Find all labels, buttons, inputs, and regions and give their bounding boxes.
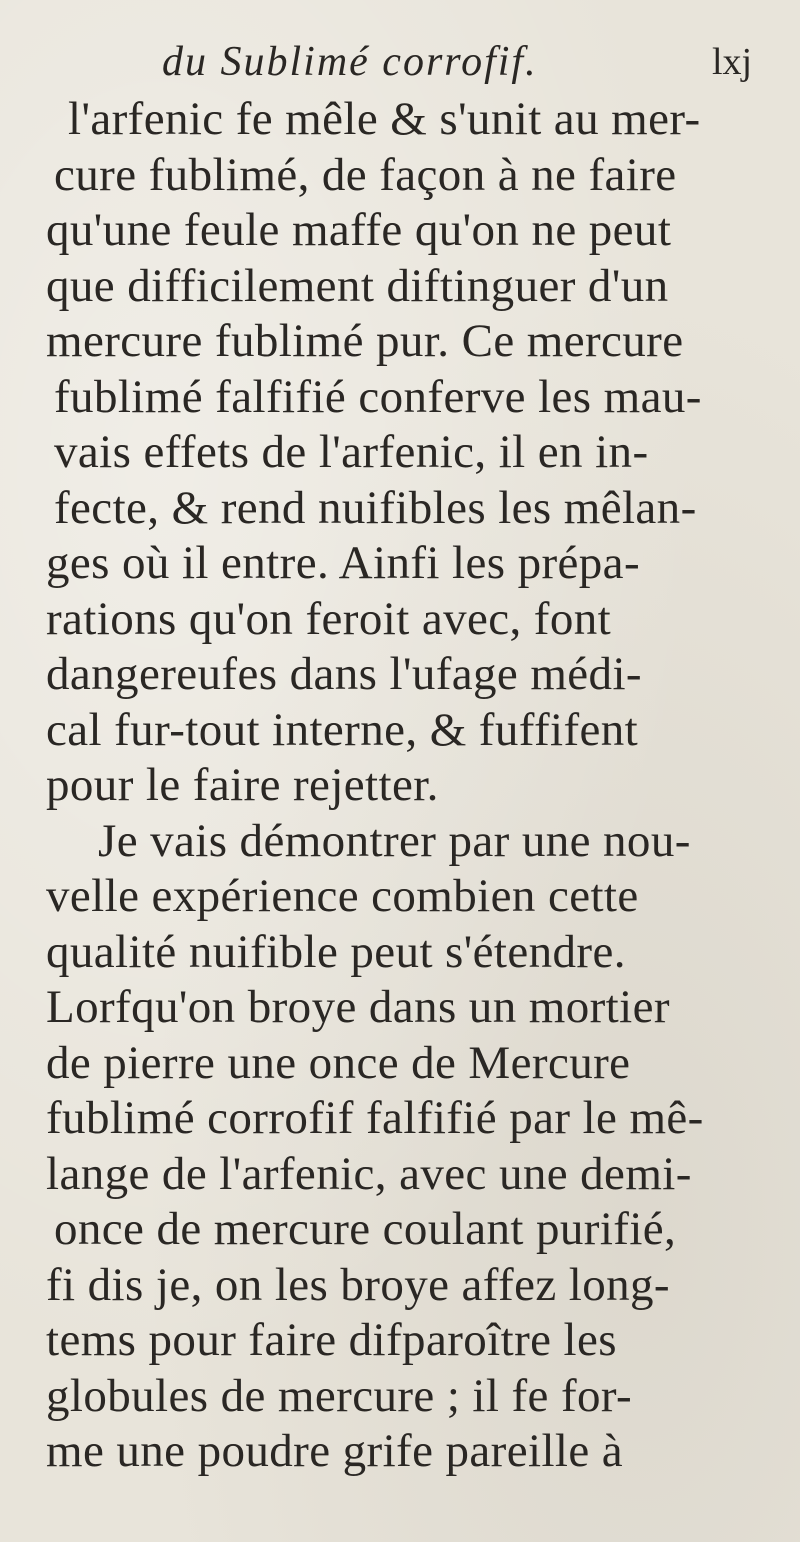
text-line: que difficilement diftinguer d'un: [46, 259, 669, 312]
text-line: cure fublimé, de façon à ne faire: [54, 148, 677, 201]
text-line: vais effets de l'arfenic, il en in-: [54, 426, 649, 478]
text-line: tems pour faire difparoître les: [46, 1314, 617, 1366]
text-line: fi dis je, on les broye affez long-: [46, 1258, 670, 1311]
page-header: [0, 38, 800, 88]
text-line: lange de l'arfenic, avec une demi-: [46, 1147, 692, 1200]
text-line: qualité nuifible peut s'étendre.: [46, 925, 626, 978]
text-line: l'arfenic fe mêle & s'unit au mer-: [68, 93, 701, 145]
text-line: cal fur-tout interne, & fuffifent: [46, 703, 639, 756]
text-line: me une poudre grife pareille à: [46, 1425, 624, 1477]
text-line: mercure fublimé pur. Ce mercure: [46, 315, 684, 367]
text-line: ges où il entre. Ainfi les prépa-: [46, 537, 640, 589]
text-line: pour le faire rejetter.: [46, 759, 439, 811]
page-number: lxj: [712, 41, 753, 83]
text-line: Lorfqu'on broye dans un mortier: [46, 981, 670, 1033]
paragraph-start-line: Je vais démontrer par une nou-: [98, 814, 691, 867]
text-line: once de mercure coulant purifié,: [54, 1203, 677, 1255]
text-line: velle expérience combien cette: [46, 870, 639, 922]
text-line: de pierre une once de Mercure: [46, 1036, 631, 1089]
running-title: du Sublimé corrofif.: [162, 39, 538, 85]
text-line: fublimé falfifié conferve les mau-: [54, 370, 702, 423]
body-text: [46, 92, 776, 1480]
text-line: rations qu'on feroit avec, font: [46, 592, 612, 645]
text-line: fublimé corrofif falfifié par le mê-: [46, 1092, 704, 1144]
text-line: qu'une feule maffe qu'on ne peut: [46, 204, 672, 256]
text-line: fecte, & rend nuifibles les mêlan-: [54, 481, 697, 534]
text-line: dangereufes dans l'ufage médi-: [46, 648, 642, 700]
text-line: globules de mercure ; il fe for-: [46, 1369, 633, 1422]
